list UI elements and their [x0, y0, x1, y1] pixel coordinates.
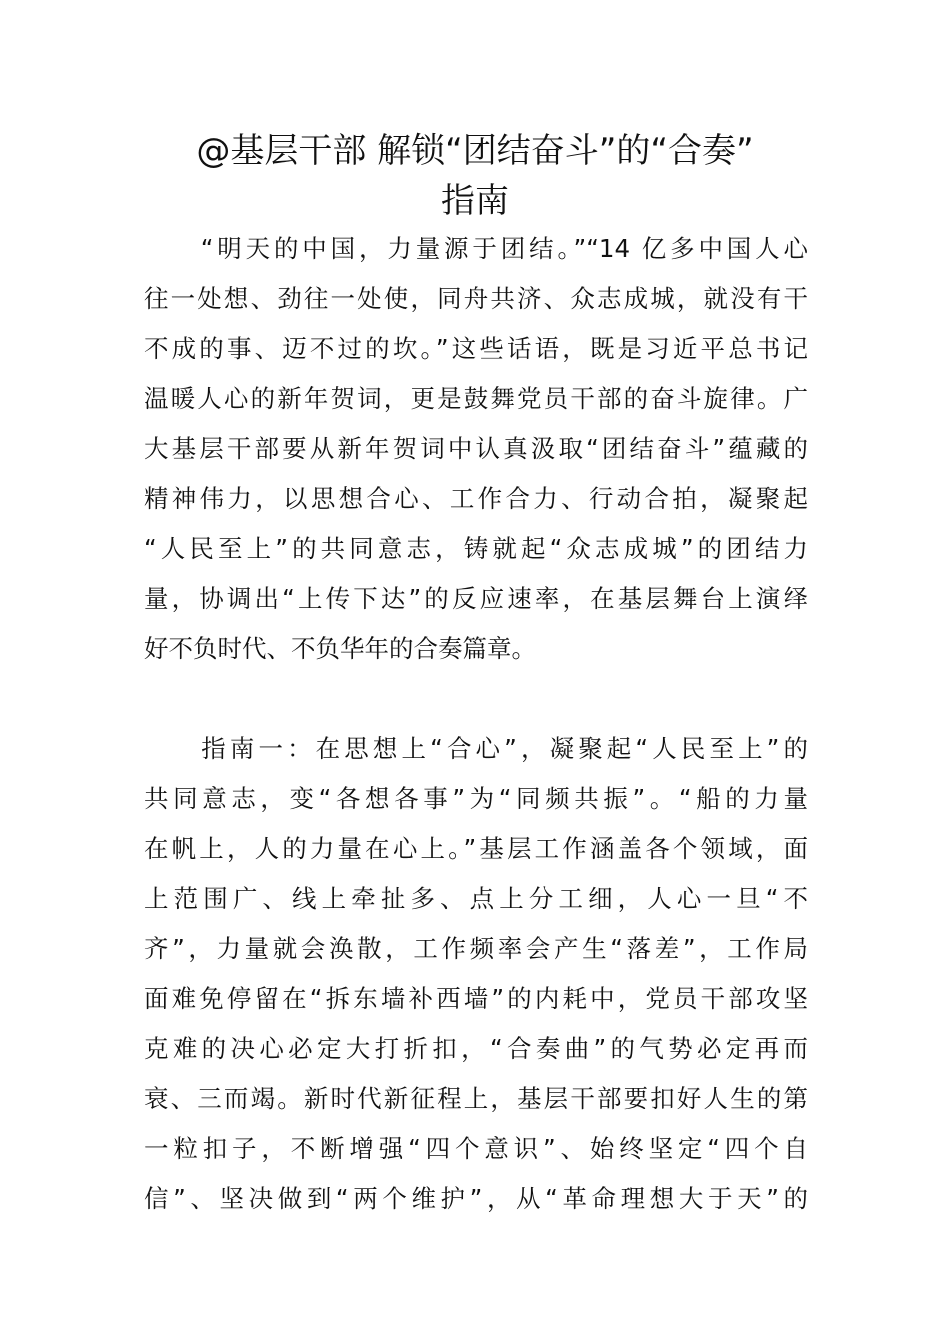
paragraph-guide-one — [144, 724, 808, 1224]
document-title — [120, 126, 830, 226]
paragraph-line: 往一处想、劲往一处使，同舟共济、众志成城，就没有干 — [144, 284, 808, 313]
paragraph-line: 齐”，力量就会涣散，工作频率会产生“落差”，工作局 — [144, 934, 808, 963]
paragraph-line: “人民至上”的共同意志，铸就起“众志成城”的团结力 — [144, 534, 808, 563]
paragraph-line: 温暖人心的新年贺词，更是鼓舞党员干部的奋斗旋律。广 — [144, 384, 808, 413]
paragraph-line: 在帆上，人的力量在心上。”基层工作涵盖各个领域，面 — [144, 834, 808, 863]
paragraph-line: 衰、三而竭。新时代新征程上，基层干部要扣好人生的第 — [144, 1084, 808, 1113]
paragraph-line: 量，协调出“上传下达”的反应速率，在基层舞台上演绎 — [144, 584, 808, 613]
paragraph-line: 指南一：在思想上“合心”，凝聚起“人民至上”的 — [144, 734, 808, 763]
title-line-2: 指南 — [441, 181, 509, 221]
paragraph-line: 信”、坚决做到“两个维护”，从“革命理想大于天”的 — [144, 1184, 808, 1213]
paragraph-line: 不成的事、迈不过的坎。”这些话语，既是习近平总书记 — [144, 334, 808, 363]
paragraph-line: “明天的中国，力量源于团结。”“14 亿多中国人心 — [144, 234, 808, 263]
paragraph-line: 克难的决心必定大打折扣，“合奏曲”的气势必定再而 — [144, 1034, 808, 1063]
paragraph-line: 一粒扣子，不断增强“四个意识”、始终坚定“四个自 — [144, 1134, 808, 1163]
paragraph-line: 共同意志，变“各想各事”为“同频共振”。“船的力量 — [144, 784, 808, 813]
title-line-1: @基层干部 解锁“团结奋斗”的“合奏” — [196, 131, 754, 171]
paragraph-line: 面难免停留在“拆东墙补西墙”的内耗中，党员干部攻坚 — [144, 984, 808, 1013]
paragraph-line: 上范围广、线上牵扯多、点上分工细，人心一旦“不 — [144, 884, 808, 913]
paragraph-intro — [144, 224, 808, 674]
paragraph-line: 精神伟力，以思想合心、工作合力、行动合拍，凝聚起 — [144, 484, 808, 513]
paragraph-line: 好不负时代、不负华年的合奏篇章。 — [144, 634, 536, 663]
paragraph-line: 大基层干部要从新年贺词中认真汲取“团结奋斗”蕴藏的 — [144, 434, 808, 463]
